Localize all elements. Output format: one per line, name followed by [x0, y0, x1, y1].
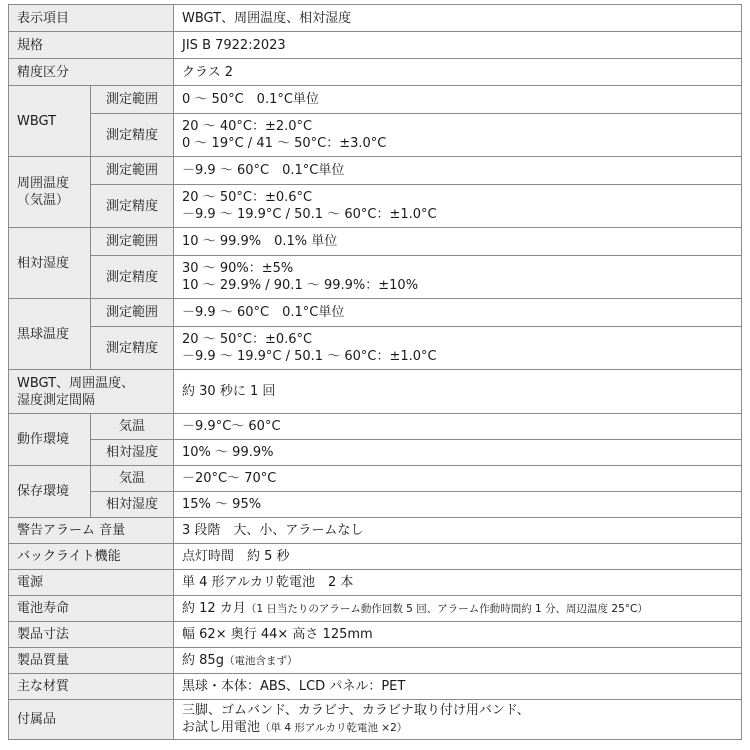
- weight-value: [174, 648, 742, 674]
- table-row: [9, 596, 742, 622]
- table-row: [9, 570, 742, 596]
- globe-temp-label: 黒球温度: [9, 299, 91, 370]
- standard-label: 規格: [9, 32, 174, 59]
- humidity-range-value: 10 ～ 99.9% 0.1% 単位: [174, 228, 742, 256]
- display-items-label: 表示項目: [9, 5, 174, 32]
- interval-label-line: WBGT、周囲温度、: [17, 375, 135, 391]
- weight-main: 約 85g: [182, 652, 224, 668]
- accessories-trial-battery: お試し用電池: [182, 720, 261, 735]
- globe-temp-accuracy-line: 20 ～ 50°C：±0.6°C: [182, 332, 313, 347]
- interval-label-line: 湿度測定間隔: [17, 392, 96, 408]
- dimensions-value: 幅 62× 奥行 44× 高さ 125mm: [174, 622, 742, 648]
- ambient-temp-accuracy-line: －9.9 ～ 19.9°C / 50.1 ～ 60°C：±1.0°C: [182, 207, 437, 222]
- storage-env-temp-value: －20°C～ 70°C: [174, 466, 742, 492]
- humidity-accuracy-value: [174, 256, 742, 299]
- power-value: 単 4 形アルカリ乾電池 2 本: [174, 570, 742, 596]
- materials-value: 黒球・本体：ABS、LCD パネル：PET: [174, 674, 742, 700]
- table-row: [9, 544, 742, 570]
- operating-env-temp-value: －9.9°C～ 60°C: [174, 414, 742, 440]
- accessories-value: [174, 700, 742, 740]
- ambient-temp-accuracy-label: 測定精度: [91, 185, 174, 228]
- standard-value: JIS B 7922:2023: [174, 32, 742, 59]
- accuracy-class-label: 精度区分: [9, 59, 174, 86]
- battery-life-note: （1 日当たりのアラーム動作回数 5 回、アラーム作動時間約 1 分、周辺温度 25°C）: [245, 602, 648, 615]
- power-label: 電源: [9, 570, 174, 596]
- table-row: [9, 228, 742, 256]
- globe-temp-accuracy-line: －9.9 ～ 19.9°C / 50.1 ～ 60°C：±1.0°C: [182, 349, 437, 364]
- table-row: [9, 256, 742, 299]
- operating-env-label: 動作環境: [9, 414, 91, 466]
- table-row: [9, 440, 742, 466]
- dimensions-label: 製品寸法: [9, 622, 174, 648]
- accessories-label: 付属品: [9, 700, 174, 740]
- table-row: [9, 185, 742, 228]
- ambient-temp-range-value: －9.9 ～ 60°C 0.1°C単位: [174, 157, 742, 185]
- spec-table: [8, 4, 742, 740]
- table-row: [9, 157, 742, 185]
- wbgt-accuracy-label: 測定精度: [91, 114, 174, 157]
- accessories-line: [182, 719, 733, 737]
- humidity-accuracy-label: 測定精度: [91, 256, 174, 299]
- wbgt-accuracy-line: 0 ～ 19°C / 41 ～ 50°C：±3.0°C: [182, 136, 387, 151]
- table-row: [9, 414, 742, 440]
- ambient-temp-accuracy-value: [174, 185, 742, 228]
- accessories-note: （単 4 形アルカリ乾電池 ×2）: [260, 722, 408, 734]
- table-row: [9, 327, 742, 370]
- battery-life-value: [174, 596, 742, 622]
- storage-env-temp-label: 気温: [91, 466, 174, 492]
- operating-env-temp-label: 気温: [91, 414, 174, 440]
- table-row: [9, 114, 742, 157]
- table-row: [9, 299, 742, 327]
- ambient-temp-accuracy-line: 20 ～ 50°C：±0.6°C: [182, 190, 313, 205]
- operating-env-humidity-label: 相対湿度: [91, 440, 174, 466]
- wbgt-accuracy-value: [174, 114, 742, 157]
- table-row: [9, 518, 742, 544]
- table-row: [9, 466, 742, 492]
- table-row: [9, 59, 742, 86]
- operating-env-humidity-value: 10% ～ 99.9%: [174, 440, 742, 466]
- table-row: [9, 492, 742, 518]
- humidity-label: 相対湿度: [9, 228, 91, 299]
- weight-note: （電池含まず）: [223, 654, 298, 667]
- table-row: [9, 674, 742, 700]
- interval-value: 約 30 秒に 1 回: [174, 370, 742, 414]
- table-row: [9, 370, 742, 414]
- storage-env-humidity-value: 15% ～ 95%: [174, 492, 742, 518]
- globe-temp-range-value: －9.9 ～ 60°C 0.1°C単位: [174, 299, 742, 327]
- accuracy-class-value: クラス 2: [174, 59, 742, 86]
- table-row: [9, 32, 742, 59]
- ambient-temp-range-label: 測定範囲: [91, 157, 174, 185]
- humidity-accuracy-line: 10 ～ 29.9% / 90.1 ～ 99.9%：±10%: [182, 278, 419, 293]
- backlight-value: 点灯時間 約 5 秒: [174, 544, 742, 570]
- humidity-range-label: 測定範囲: [91, 228, 174, 256]
- alarm-label: 警告アラーム 音量: [9, 518, 174, 544]
- storage-env-humidity-label: 相対湿度: [91, 492, 174, 518]
- battery-life-main: 約 12 カ月: [182, 600, 246, 616]
- battery-life-label: 電池寿命: [9, 596, 174, 622]
- backlight-label: バックライト機能: [9, 544, 174, 570]
- display-items-value: WBGT、周囲温度、相対湿度: [174, 5, 742, 32]
- globe-temp-accuracy-value: [174, 327, 742, 370]
- table-row: [9, 648, 742, 674]
- wbgt-label: WBGT: [9, 86, 91, 157]
- table-row: [9, 622, 742, 648]
- wbgt-accuracy-line: 20 ～ 40°C：±2.0°C: [182, 119, 313, 134]
- table-row: [9, 700, 742, 740]
- accessories-line: 三脚、ゴムバンド、カラビナ、カラビナ取り付け用バンド、: [182, 703, 530, 718]
- materials-label: 主な材質: [9, 674, 174, 700]
- globe-temp-range-label: 測定範囲: [91, 299, 174, 327]
- ambient-temp-label: [9, 157, 91, 228]
- ambient-temp-label-line: 周囲温度: [17, 176, 70, 191]
- weight-label: 製品質量: [9, 648, 174, 674]
- table-row: [9, 86, 742, 114]
- alarm-value: 3 段階 大、小、アラームなし: [174, 518, 742, 544]
- ambient-temp-label-line: （気温）: [17, 193, 70, 208]
- storage-env-label: 保存環境: [9, 466, 91, 518]
- humidity-accuracy-line: 30 ～ 90%：±5%: [182, 261, 294, 276]
- interval-label: [9, 370, 174, 414]
- table-row: [9, 5, 742, 32]
- globe-temp-accuracy-label: 測定精度: [91, 327, 174, 370]
- wbgt-range-value: 0 ～ 50°C 0.1°C単位: [174, 86, 742, 114]
- wbgt-range-label: 測定範囲: [91, 86, 174, 114]
